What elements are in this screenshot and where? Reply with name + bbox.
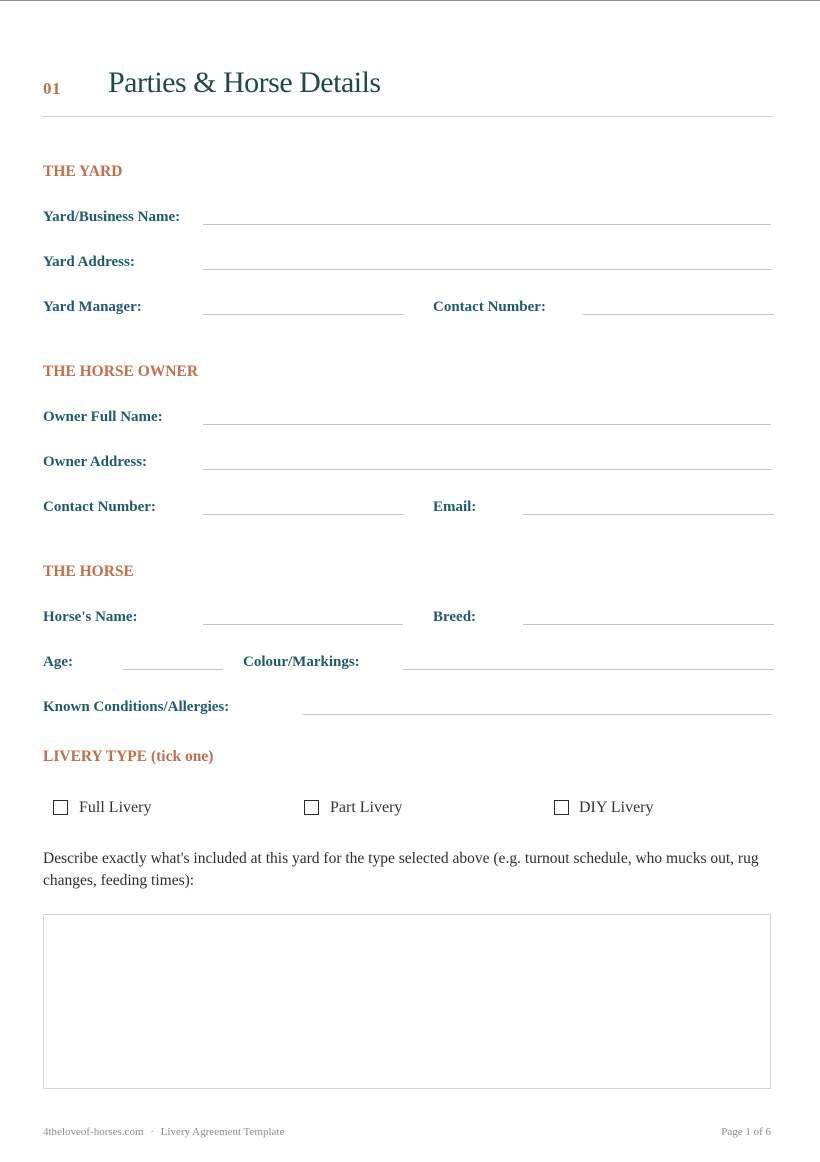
owner-email-field[interactable]	[523, 514, 774, 515]
part-livery-checkbox[interactable]	[304, 800, 319, 815]
diy-livery-label: DIY Livery	[579, 799, 654, 816]
owner-address-field[interactable]	[203, 469, 771, 470]
yard-contact-label: Contact Number:	[433, 299, 546, 315]
horse-heading: THE HORSE	[43, 563, 134, 580]
horse-breed-field[interactable]	[523, 624, 774, 625]
owner-email-label: Email:	[433, 499, 477, 515]
owner-contact-label: Contact Number:	[43, 499, 156, 515]
yard-contact-field[interactable]	[583, 314, 774, 315]
part-livery-label: Part Livery	[330, 799, 403, 816]
full-livery-checkbox[interactable]	[53, 800, 68, 815]
section-number: 01	[43, 79, 61, 98]
horse-breed-label: Breed:	[433, 609, 477, 625]
footer-doc-name: Livery Agreement Template	[160, 1126, 285, 1138]
yard-address-field[interactable]	[203, 269, 771, 270]
horse-age-field[interactable]	[123, 669, 223, 670]
yard-heading: THE YARD	[43, 163, 123, 180]
yard-address-label: Yard Address:	[43, 254, 135, 270]
owner-name-label: Owner Full Name:	[43, 409, 163, 425]
livery-description-prompt: Describe exactly what's included at this yard for the type selected above (e.g. turnout schedule, who mucks out, rug changes, feeding times):	[43, 850, 759, 889]
owner-heading: THE HORSE OWNER	[43, 363, 199, 380]
title-divider	[42, 116, 772, 117]
livery-heading: LIVERY TYPE (tick one)	[43, 748, 214, 765]
horse-conditions-label: Known Conditions/Allergies:	[43, 699, 230, 715]
footer-separator: ·	[150, 1126, 154, 1138]
yard-name-label: Yard/Business Name:	[43, 209, 181, 225]
footer-page-number: Page 1 of 6	[721, 1126, 771, 1138]
yard-name-field[interactable]	[203, 224, 771, 225]
owner-name-field[interactable]	[203, 424, 771, 425]
horse-name-label: Horse's Name:	[43, 609, 138, 625]
yard-manager-label: Yard Manager:	[43, 299, 142, 315]
footer-left	[43, 1126, 284, 1138]
horse-colour-label: Colour/Markings:	[243, 654, 360, 670]
page-title: Parties & Horse Details	[108, 66, 381, 99]
horse-conditions-field[interactable]	[303, 714, 771, 715]
full-livery-label: Full Livery	[79, 799, 152, 816]
diy-livery-checkbox[interactable]	[554, 800, 569, 815]
livery-description-box[interactable]	[43, 914, 771, 1089]
horse-name-field[interactable]	[203, 624, 403, 625]
footer-site: 4theloveof-horses.com	[43, 1126, 144, 1138]
owner-address-label: Owner Address:	[43, 454, 148, 470]
yard-manager-field[interactable]	[203, 314, 403, 315]
horse-age-label: Age:	[43, 654, 73, 670]
owner-contact-field[interactable]	[203, 514, 403, 515]
horse-colour-field[interactable]	[403, 669, 774, 670]
page-top-border	[0, 0, 820, 1]
